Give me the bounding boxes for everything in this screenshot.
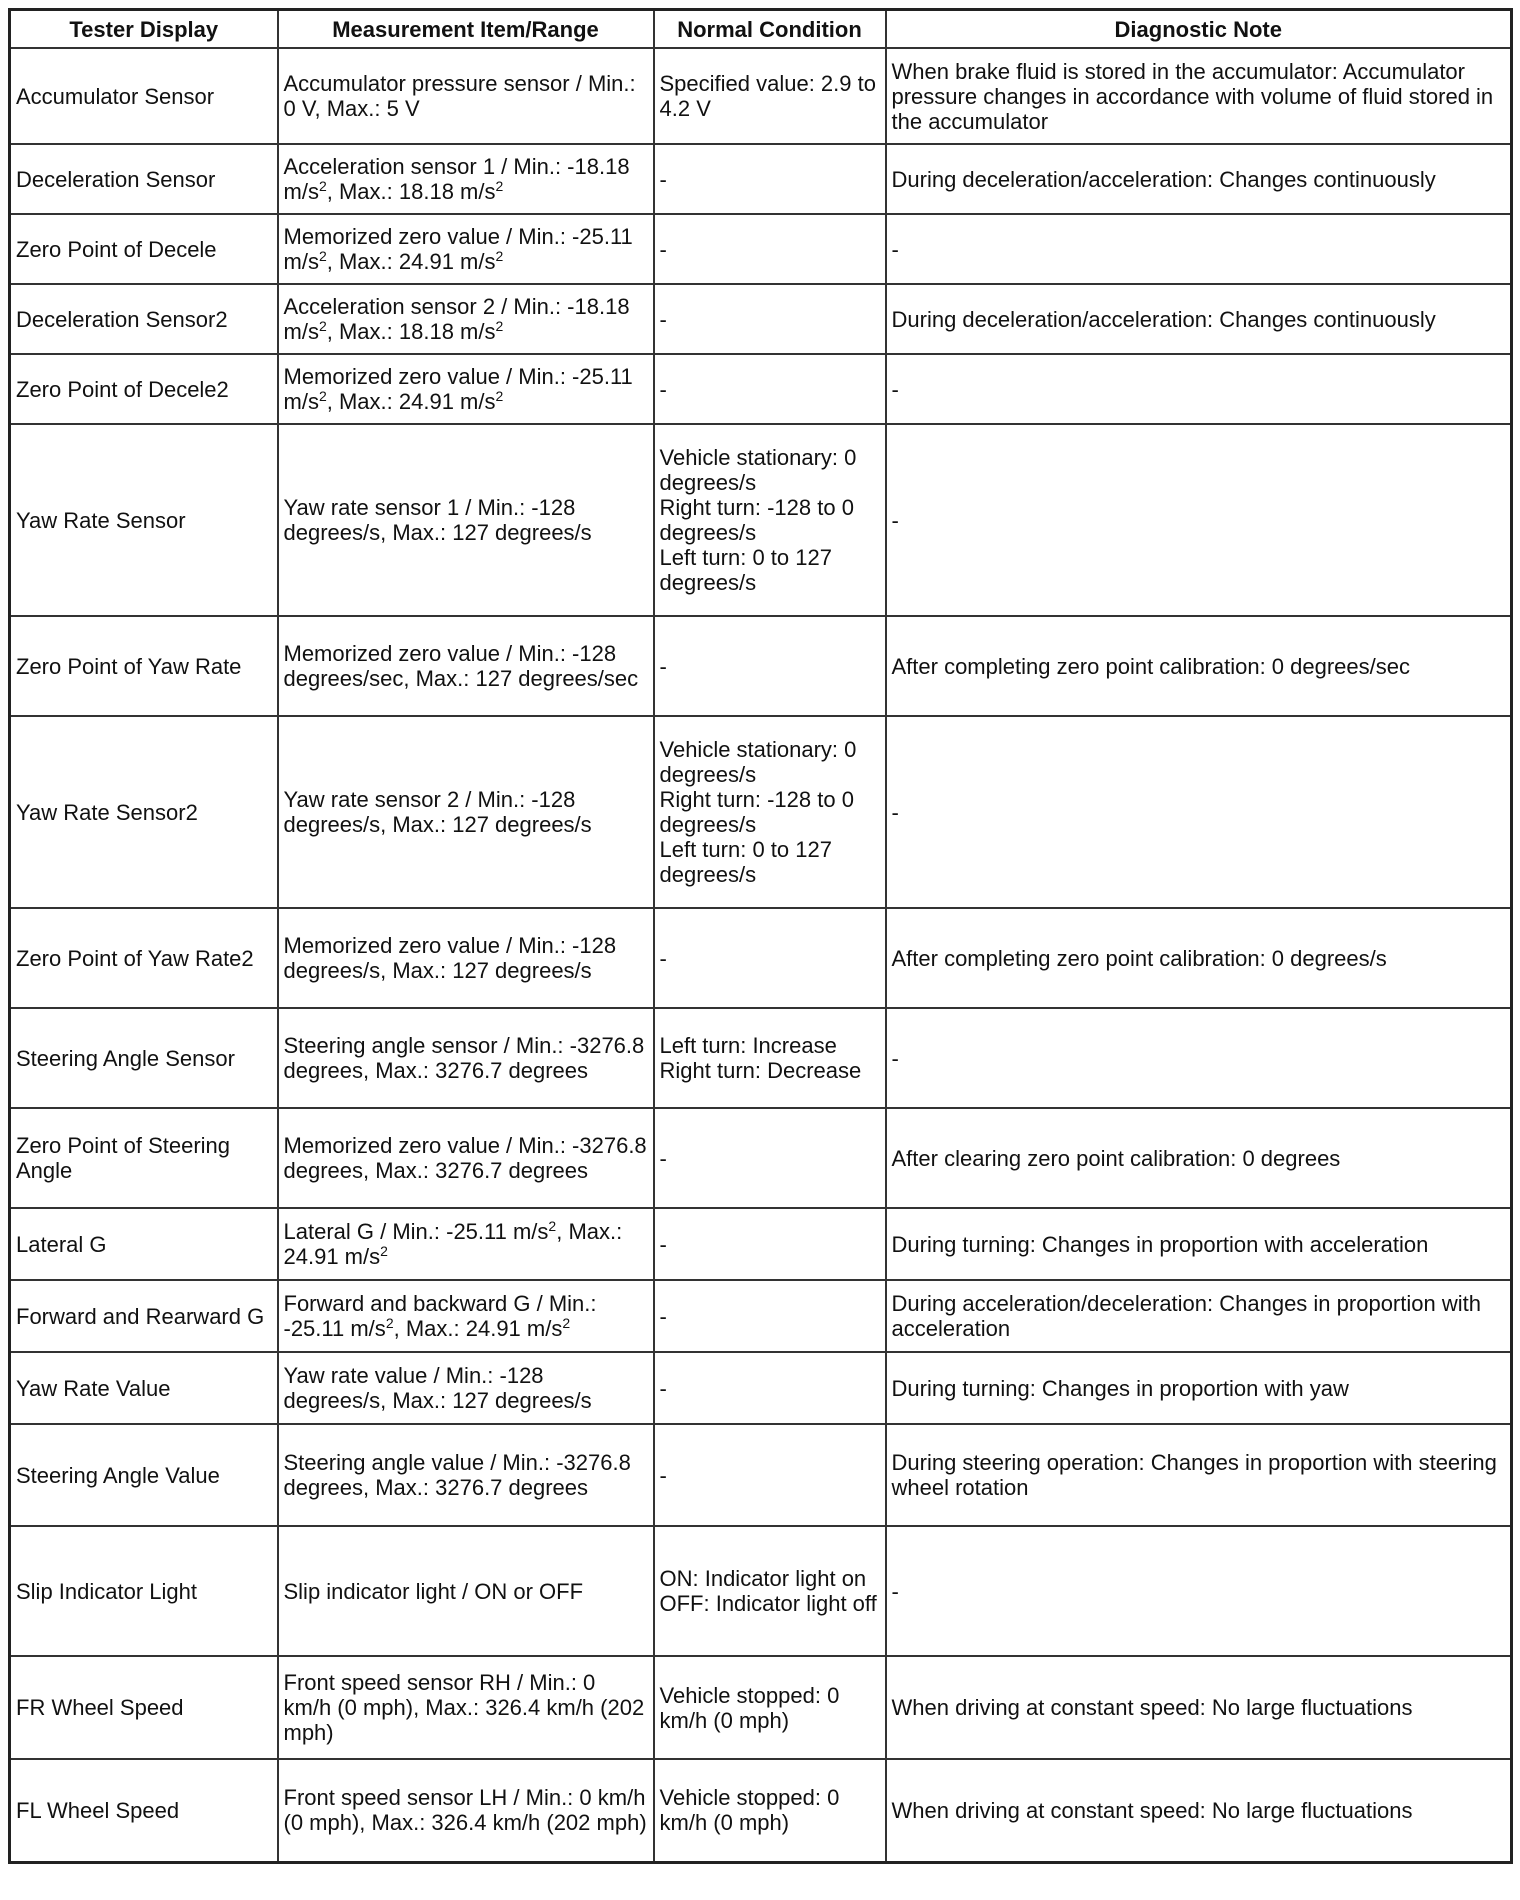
normal-condition-cell: - — [654, 354, 886, 424]
measurement-item-cell: Yaw rate sensor 2 / Min.: -128 degrees/s, Max.: 127 degrees/s — [278, 716, 654, 908]
diagnostic-note-cell: When driving at constant speed: No large fluctuations — [886, 1656, 1512, 1759]
diagnostic-note-cell: After completing zero point calibration: 0 degrees/sec — [886, 616, 1512, 716]
table-row — [10, 144, 1512, 214]
diagnostic-note-cell: After clearing zero point calibration: 0 degrees — [886, 1108, 1512, 1208]
table-row — [10, 1208, 1512, 1280]
diagnostic-note-cell: After completing zero point calibration: 0 degrees/s — [886, 908, 1512, 1008]
table-row — [10, 616, 1512, 716]
table-row — [10, 1526, 1512, 1656]
diagnostic-note-cell: - — [886, 424, 1512, 616]
table-row — [10, 1108, 1512, 1208]
normal-condition-cell: Specified value: 2.9 to 4.2 V — [654, 48, 886, 144]
table-row — [10, 716, 1512, 908]
tester-display-cell: Deceleration Sensor2 — [10, 284, 278, 354]
measurement-item-cell: Steering angle sensor / Min.: -3276.8 degrees, Max.: 3276.7 degrees — [278, 1008, 654, 1108]
diagnostic-note-cell: When brake fluid is stored in the accumulator: Accumulator pressure changes in accordance with volume of fluid stored in the accumulator — [886, 48, 1512, 144]
measurement-item-cell: Memorized zero value / Min.: -128 degrees/s, Max.: 127 degrees/s — [278, 908, 654, 1008]
tester-display-cell: Steering Angle Value — [10, 1424, 278, 1526]
table-row — [10, 1008, 1512, 1108]
col-header-normal-condition: Normal Condition — [654, 10, 886, 49]
tester-display-cell: FR Wheel Speed — [10, 1656, 278, 1759]
tester-display-cell: FL Wheel Speed — [10, 1759, 278, 1862]
col-header-tester-display: Tester Display — [10, 10, 278, 49]
tester-display-cell: Zero Point of Yaw Rate — [10, 616, 278, 716]
measurement-item-cell: Accumulator pressure sensor / Min.: 0 V, Max.: 5 V — [278, 48, 654, 144]
tester-display-cell: Zero Point of Steering Angle — [10, 1108, 278, 1208]
measurement-item-cell: Slip indicator light / ON or OFF — [278, 1526, 654, 1656]
diagnostic-note-cell: - — [886, 1526, 1512, 1656]
table-row — [10, 1352, 1512, 1424]
measurement-item-cell: Memorized zero value / Min.: -25.11 $m/s^2$, Max.: 24.91 $m/s^2$ — [278, 214, 654, 284]
table-row — [10, 284, 1512, 354]
tester-display-cell: Yaw Rate Sensor — [10, 424, 278, 616]
normal-condition-cell: Vehicle stopped: 0 km/h (0 mph) — [654, 1759, 886, 1862]
normal-condition-cell: - — [654, 1424, 886, 1526]
table-row — [10, 424, 1512, 616]
diagnostic-note-cell: - — [886, 1008, 1512, 1108]
normal-condition-cell: Vehicle stationary: 0 degrees/s Right turn: -128 to 0 degrees/s Left turn: 0 to 127 degrees/s — [654, 716, 886, 908]
table-header — [10, 10, 1512, 49]
normal-condition-cell: - — [654, 214, 886, 284]
measurement-item-cell: Memorized zero value / Min.: -25.11 $m/s^2$, Max.: 24.91 $m/s^2$ — [278, 354, 654, 424]
measurement-item-cell: Memorized zero value / Min.: -3276.8 degrees, Max.: 3276.7 degrees — [278, 1108, 654, 1208]
diagnostic-note-cell: - — [886, 214, 1512, 284]
table-row — [10, 48, 1512, 144]
measurement-item-cell: Forward and backward G / Min.: -25.11 $m/s^2$, Max.: 24.91 $m/s^2$ — [278, 1280, 654, 1352]
table-body — [10, 48, 1512, 1862]
header-row — [10, 10, 1512, 49]
tester-display-cell: Yaw Rate Value — [10, 1352, 278, 1424]
diagnostic-note-cell: During deceleration/acceleration: Changes continuously — [886, 144, 1512, 214]
tester-display-cell: Steering Angle Sensor — [10, 1008, 278, 1108]
tester-display-cell: Zero Point of Yaw Rate2 — [10, 908, 278, 1008]
tester-display-cell: Deceleration Sensor — [10, 144, 278, 214]
tester-display-cell: Zero Point of Decele2 — [10, 354, 278, 424]
normal-condition-cell: - — [654, 1108, 886, 1208]
table-row — [10, 1280, 1512, 1352]
table-row — [10, 1759, 1512, 1862]
tester-display-cell: Yaw Rate Sensor2 — [10, 716, 278, 908]
diagnostic-note-cell: When driving at constant speed: No large fluctuations — [886, 1759, 1512, 1862]
tester-display-cell: Forward and Rearward G — [10, 1280, 278, 1352]
table-row — [10, 1656, 1512, 1759]
normal-condition-cell: - — [654, 1280, 886, 1352]
tester-display-cell: Zero Point of Decele — [10, 214, 278, 284]
diagnostic-note-cell: During deceleration/acceleration: Changes continuously — [886, 284, 1512, 354]
col-header-measurement-item: Measurement Item/Range — [278, 10, 654, 49]
normal-condition-cell: - — [654, 1352, 886, 1424]
measurement-item-cell: Memorized zero value / Min.: -128 degrees/sec, Max.: 127 degrees/sec — [278, 616, 654, 716]
col-header-diagnostic-note: Diagnostic Note — [886, 10, 1512, 49]
measurement-item-cell: Yaw rate sensor 1 / Min.: -128 degrees/s, Max.: 127 degrees/s — [278, 424, 654, 616]
normal-condition-cell: Vehicle stationary: 0 degrees/s Right turn: -128 to 0 degrees/s Left turn: 0 to 127 degrees/s — [654, 424, 886, 616]
table-row — [10, 1424, 1512, 1526]
table-row — [10, 908, 1512, 1008]
measurement-item-cell: Front speed sensor LH / Min.: 0 km/h (0 mph), Max.: 326.4 km/h (202 mph) — [278, 1759, 654, 1862]
normal-condition-cell: Vehicle stopped: 0 km/h (0 mph) — [654, 1656, 886, 1759]
normal-condition-cell: - — [654, 144, 886, 214]
normal-condition-cell: - — [654, 616, 886, 716]
measurement-item-cell: Steering angle value / Min.: -3276.8 degrees, Max.: 3276.7 degrees — [278, 1424, 654, 1526]
document-page — [8, 8, 1510, 1864]
diagnostic-note-cell: - — [886, 354, 1512, 424]
normal-condition-cell: - — [654, 908, 886, 1008]
diagnostic-data-table — [8, 8, 1513, 1864]
normal-condition-cell: Left turn: Increase Right turn: Decrease — [654, 1008, 886, 1108]
diagnostic-note-cell: - — [886, 716, 1512, 908]
tester-display-cell: Slip Indicator Light — [10, 1526, 278, 1656]
measurement-item-cell: Front speed sensor RH / Min.: 0 km/h (0 mph), Max.: 326.4 km/h (202 mph) — [278, 1656, 654, 1759]
tester-display-cell: Accumulator Sensor — [10, 48, 278, 144]
normal-condition-cell: - — [654, 1208, 886, 1280]
diagnostic-note-cell: During turning: Changes in proportion with yaw — [886, 1352, 1512, 1424]
tester-display-cell: Lateral G — [10, 1208, 278, 1280]
normal-condition-cell: - — [654, 284, 886, 354]
normal-condition-cell: ON: Indicator light on OFF: Indicator light off — [654, 1526, 886, 1656]
diagnostic-note-cell: During acceleration/deceleration: Changes in proportion with acceleration — [886, 1280, 1512, 1352]
measurement-item-cell: Yaw rate value / Min.: -128 degrees/s, Max.: 127 degrees/s — [278, 1352, 654, 1424]
measurement-item-cell: Acceleration sensor 1 / Min.: -18.18 $m/s^2$, Max.: 18.18 $m/s^2$ — [278, 144, 654, 214]
measurement-item-cell: Lateral G / Min.: -25.11 $m/s^2$, Max.: 24.91 $m/s^2$ — [278, 1208, 654, 1280]
diagnostic-note-cell: During steering operation: Changes in proportion with steering wheel rotation — [886, 1424, 1512, 1526]
table-row — [10, 354, 1512, 424]
measurement-item-cell: Acceleration sensor 2 / Min.: -18.18 $m/s^2$, Max.: 18.18 $m/s^2$ — [278, 284, 654, 354]
diagnostic-note-cell: During turning: Changes in proportion with acceleration — [886, 1208, 1512, 1280]
table-row — [10, 214, 1512, 284]
